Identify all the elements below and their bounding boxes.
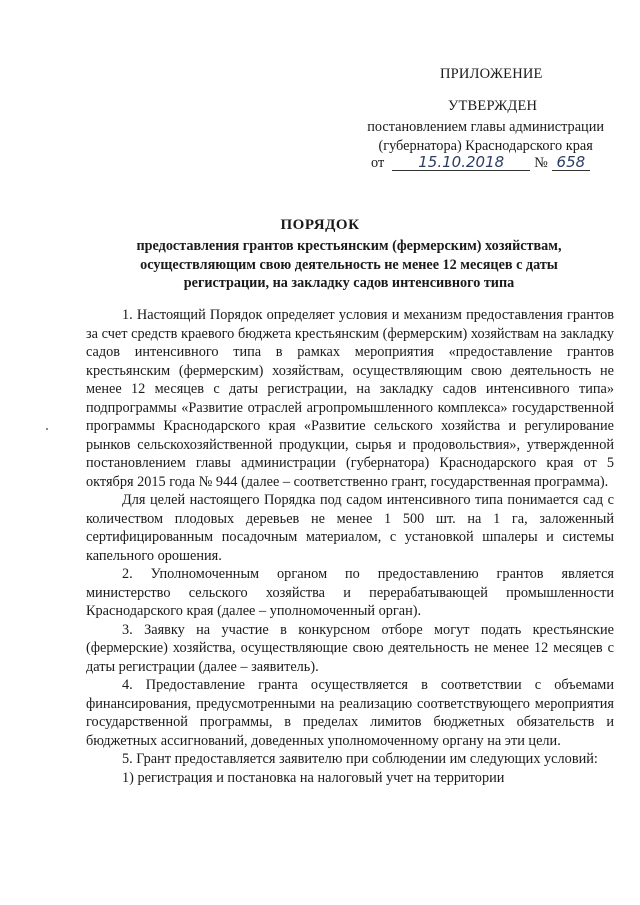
date-value: 15.10.2018 [392,154,530,171]
paragraph-1: 1. Настоящий Порядок определяет условия и механизм предоставления грантов за счет средств краевого бюджета крестьянским (фермерским) хозяйствам на закладку садов интенсивного типа в рамках мероприятия «предоставление грантов крестьянским (фермерским) хозяйствам, осуществляющим свою деятельность не менее 12 месяцев с даты регистрации, на закладку садов интенсивного типа» подпрограммы «Развитие отраслей агропромышленного комплекса» государственной программы Краснодарского края «Развитие сельского хозяйства и регулирование рынков сельскохозяйственной продукции, сырья и продовольствия», утвержденной постановлением главы администрации (губернатора) Краснодарского края от 5 октября 2015 года № 944 (далее – соответственно грант, государственная программа). [86,307,614,490]
approval-block [367,118,604,156]
document-title: ПОРЯДОК [280,217,360,233]
document-body [86,306,614,787]
scan-dot [46,428,48,430]
paragraph-3: 2. Уполномоченным органом по предоставлению грантов является министерство сельского хозяйства и перерабатывающей промышленности Краснодарского края (далее – уполномоченный орган). [86,566,614,619]
approval-line-1: постановлением главы администрации [367,119,604,135]
approved-heading: УТВЕРЖДЕН [448,98,538,114]
paragraph-2: Для целей настоящего Порядка под садом интенсивного типа понимается сад с количеством плодовых деревьев не менее 1 500 шт. на 1 га, заложенный сертифицированным посадочным материалом, с установкой шпалеры и системы капельного орошения. [86,492,614,564]
date-number-line [371,154,590,172]
approval-line-2: (губернатора) Краснодарского края [378,138,593,154]
number-sign: № [534,155,548,171]
document-number: 658 [552,154,590,171]
paragraph-5: 4. Предоставление гранта осуществляется в соответствии с объемами финансирования, предусмотренными на реализацию соответствующего мероприятия государственной программы, в пределах лимитов бюджетных обязательств и бюджетных ассигнований, доведенных уполномоченному органу на эти цели. [86,677,614,749]
date-prefix: от [371,155,385,171]
paragraph-4: 3. Заявку на участие в конкурсном отборе могут подать крестьянские (фермерские) хозяйства, осуществляющие свою деятельность не менее 12 месяцев с даты регистрации (далее – заявитель). [86,621,614,675]
document-subtitle: предоставления грантов крестьянским (фермерским) хозяйствам, осуществляющим свою деятельность не менее 12 месяцев с даты регистрации, на закладку садов интенсивного типа [136,238,562,291]
paragraph-6: 5. Грант предоставляется заявителю при соблюдении им следующих условий: [122,751,598,767]
paragraph-7: 1) регистрация и постановка на налоговый учет на территории [122,769,505,786]
appendix-heading: ПРИЛОЖЕНИЕ [440,66,543,82]
